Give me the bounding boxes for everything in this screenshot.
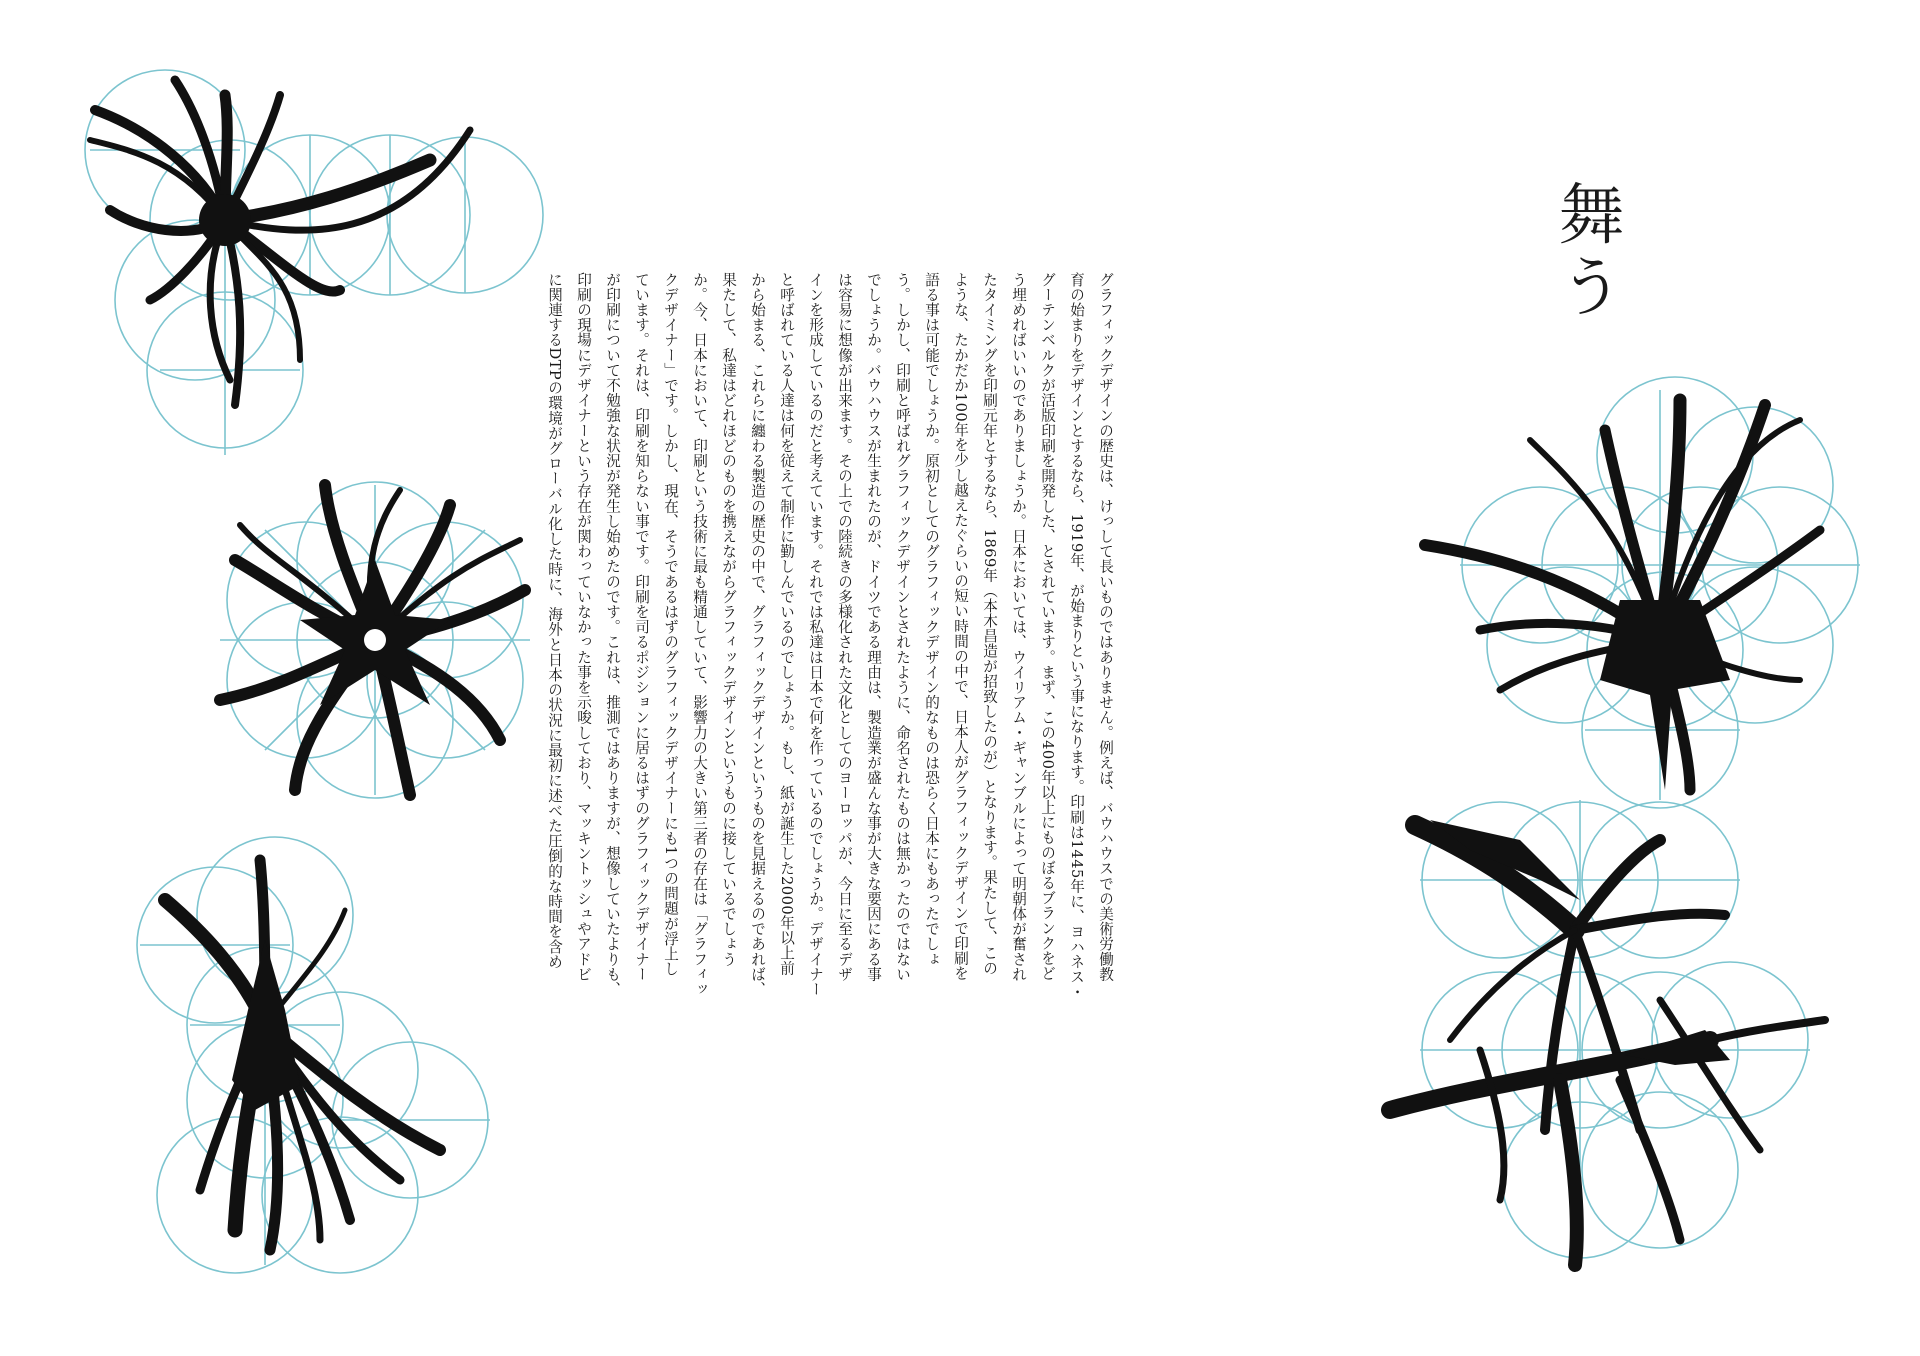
essay-line: 印刷の現場にデザイナーという存在が関わっていなかった事を示唆しており、マッキントッシュやアドビ xyxy=(575,272,592,982)
essay-line: は容易に想像が出来ます。その上での陸続きの多様化された文化としてのヨーロッパが、今日に至るデザ xyxy=(836,272,853,982)
essay-line: グーテンベルクが活版印刷を開発した、とされています。まず、この400年以上にものぼるブランクをど xyxy=(1039,272,1056,981)
dancer-figure-bottom-right xyxy=(1390,800,1825,1265)
essay-body xyxy=(546,272,1120,1032)
ink-figure xyxy=(90,80,470,405)
essay-line: に関連するDTPの環境がグローバル化した時に、海外と日本の状況に最初に述べた圧倒的な時間を含め xyxy=(546,272,563,970)
essay-line: ています。それは、印刷を知らない事です。印刷を司るポジションに居るはずのグラフィックデザイナー xyxy=(633,272,650,982)
essay-line: インを形成しているのだと考えています。それでは私達は日本で何を作っているのでしょうか。デザイナー xyxy=(807,272,824,997)
essay-line: 果たして、私達はどれほどのものを携えながらグラフィックデザインというものに接しているでしょう xyxy=(720,272,737,967)
essay-line: 育の始まりをデザインとするなら、1919年、が始まりという事になります。印刷は1445年に、ヨハネス・ xyxy=(1068,272,1085,1000)
essay-line: か。今、日本において、印刷という技術に最も精通していて、影響力の大きい第三者の存在は「グラフィッ xyxy=(691,272,708,997)
essay-line: う埋めればいいのでありましょうか。日本においては、ウイリアム・ギャンブルによって明朝体が奮され xyxy=(1010,272,1027,982)
essay-line: グラフィックデザインの歴史は、けっして長いものではありません。例えば、バウハウスでの美術労働教 xyxy=(1097,272,1114,982)
ink-figure xyxy=(1390,825,1825,1265)
essay-line: が印刷について不勉強な状況が発生し始めたのです。これは、推測ではありますが、想像していたよりも、 xyxy=(604,272,621,997)
ink-figure xyxy=(165,860,440,1250)
essay-line: ような、たかだか100年を少し越えたぐらいの短い時間の中で、日本人がグラフィックデザインで印刷を xyxy=(952,272,969,981)
dancer-figure-bottom-left xyxy=(137,837,490,1273)
essay-line: クデザイナー」です。しかし、現在、そうであるはずのグラフィックデザイナーにも1つの問題が浮上し xyxy=(662,272,679,977)
dancer-figure-middle-right xyxy=(1425,377,1860,808)
dancer-figure-middle-left xyxy=(220,482,530,798)
ink-figure xyxy=(1425,400,1820,790)
construction-guides xyxy=(85,70,543,455)
essay-line: と呼ばれている人達は何を従えて制作に勤しんでいるのでしょうか。もし、紙が誕生した2000年以上前 xyxy=(778,272,795,976)
essay-line: う。しかし、印刷と呼ばれグラフィックデザインとされたように、命名されたものは無かったのではない xyxy=(894,272,911,982)
essay-line: たタイミングを印刷元年とするなら、1869年（本木昌造が招致したのが）となります。果たして、この xyxy=(981,272,998,976)
essay-line: でしょうか。バウハウスが生まれたのが、ドイツである理由は、製造業が盛んな事が大きな要因にある事 xyxy=(865,272,882,982)
essay-line: から始まる、これらに纏わる製造の歴史の中で、グラフィックデザインというものを見据えるのであれば、 xyxy=(749,272,766,997)
page-title: 舞う xyxy=(1547,180,1624,324)
construction-guides xyxy=(137,837,490,1273)
dancer-figure-top-left xyxy=(85,70,543,455)
essay-line: 語る事は可能でしょうか。原初としてのグラフィックデザイン的なものは恐らく日本にもあったでしょ xyxy=(923,272,940,967)
